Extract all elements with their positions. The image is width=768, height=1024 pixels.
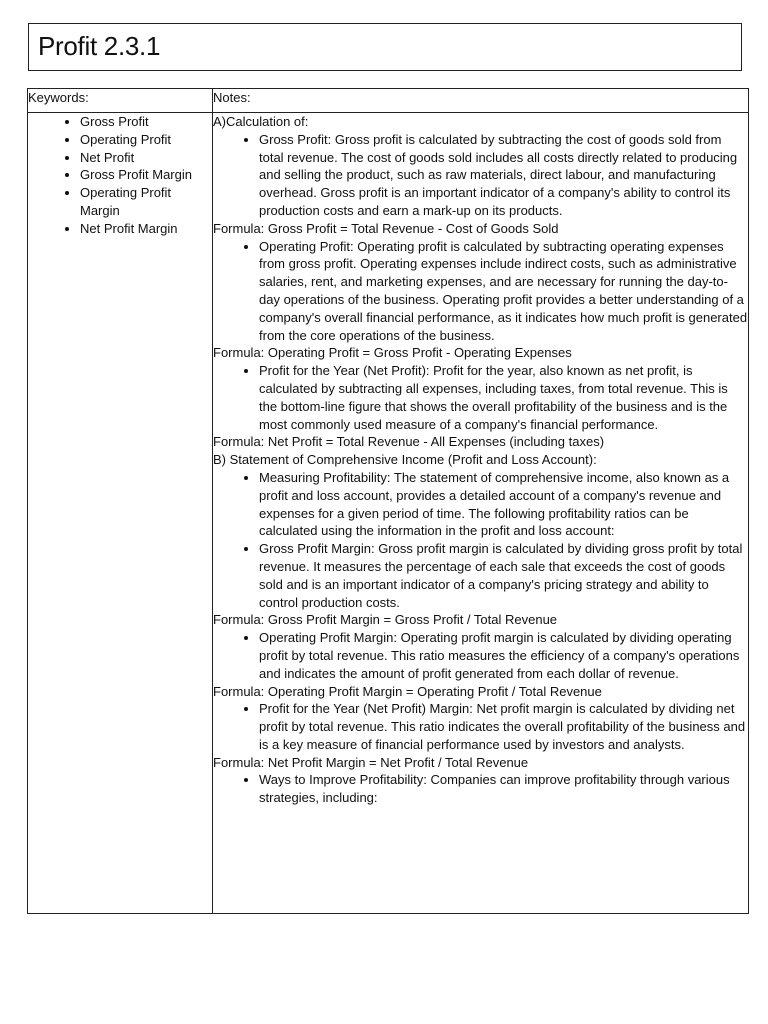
formula-line: Formula: Net Profit = Total Revenue - All Expenses (including taxes) — [213, 434, 605, 450]
keyword-item: • Operating Profit — [80, 131, 212, 149]
note-bullet: • Gross Profit Margin: Gross profit margin is calculated by dividing gross profit by total revenue. It measures the percentage of each sale that exceeds the cost of goods sold and is an important indicator of a company's pricing strategy and ability to control production costs. — [259, 540, 748, 611]
formula-line: Formula: Operating Profit Margin = Operating Profit / Total Revenue — [213, 683, 602, 699]
page-title: Profit 2.3.1 — [38, 31, 161, 61]
keywords-header: Keywords: — [28, 89, 213, 113]
keyword-item: • Net Profit Margin — [80, 220, 212, 238]
cornell-notes-table — [27, 88, 749, 914]
formula-line: Formula: Gross Profit = Total Revenue - Cost of Goods Sold — [213, 220, 559, 236]
section-heading: A)Calculation of: — [213, 114, 309, 129]
formula-line: Formula: Net Profit Margin = Net Profit / Total Revenue — [213, 754, 529, 770]
note-bullet: • Profit for the Year (Net Profit): Profit for the year, also known as net profit, is calculated by subtracting all expenses, including taxes, from total revenue. This is the bottom-line figure that shows the overall profitability of the business and is the most commonly used measure of a company's financial performance. — [259, 362, 748, 433]
notes-bullet-list — [213, 131, 748, 220]
notes-bullet-list — [213, 700, 748, 753]
note-bullet: • Profit for the Year (Net Profit) Margin: Net profit margin is calculated by dividing net profit by total revenue. This ratio indicates the overall profitability of the business and is a key measure of financial performance used by investors and analysts. — [259, 700, 748, 753]
note-bullet: • Gross Profit: Gross profit is calculated by subtracting the cost of goods sold from total revenue. The cost of goods sold includes all costs directly related to producing and selling the product, such as raw materials, direct labour, and manufacturing overhead. Gross profit is an important indicator of a company's ability to control its production costs and earn a mark-up on its products. — [259, 131, 748, 220]
keyword-item: • Net Profit — [80, 149, 212, 167]
notes-bullet-list — [213, 771, 748, 807]
notes-bullet-list — [213, 362, 748, 433]
notes-bullet-list — [213, 629, 748, 682]
title-box — [28, 23, 742, 71]
header-row — [28, 89, 749, 113]
note-bullet: • Measuring Profitability: The statement of comprehensive income, also known as a profit and loss account, provides a detailed account of a company's revenue and expenses for a given period of time. The following profitability ratios can be calculated using the information in the profit and loss account: — [259, 469, 748, 540]
notes-bullet-list — [213, 238, 748, 345]
formula-line: Formula: Gross Profit Margin = Gross Profit / Total Revenue — [213, 612, 558, 628]
keyword-item: • Gross Profit Margin — [80, 166, 212, 184]
content-row — [28, 113, 749, 914]
keyword-item: • Gross Profit — [80, 113, 212, 131]
notes-bullet-list — [213, 469, 748, 611]
keyword-item: • Operating Profit Margin — [80, 184, 212, 220]
keywords-cell — [28, 113, 213, 914]
note-bullet: • Operating Profit Margin: Operating profit margin is calculated by dividing operating profit by total revenue. This ratio measures the efficiency of a company's operations and indicates the amount of profit generated from each dollar of revenue. — [259, 629, 748, 682]
note-bullet: • Ways to Improve Profitability: Companies can improve profitability through various strategies, including: — [259, 771, 748, 807]
note-bullet: • Operating Profit: Operating profit is calculated by subtracting operating expenses from gross profit. Operating expenses include indirect costs, such as administrative salaries, rent, and marketing expenses, and are necessary for running the day-to-day operations of the business. Operating profit provides a better understanding of a company's overall financial performance, as it indicates how much profit is generated from the core operations of the business. — [259, 238, 748, 345]
notes-cell — [213, 113, 749, 914]
keywords-list — [28, 113, 212, 238]
formula-line: Formula: Operating Profit = Gross Profit - Operating Expenses — [213, 345, 572, 361]
notes-header: Notes: — [213, 89, 749, 113]
section-heading: B) Statement of Comprehensive Income (Profit and Loss Account): — [213, 452, 597, 468]
